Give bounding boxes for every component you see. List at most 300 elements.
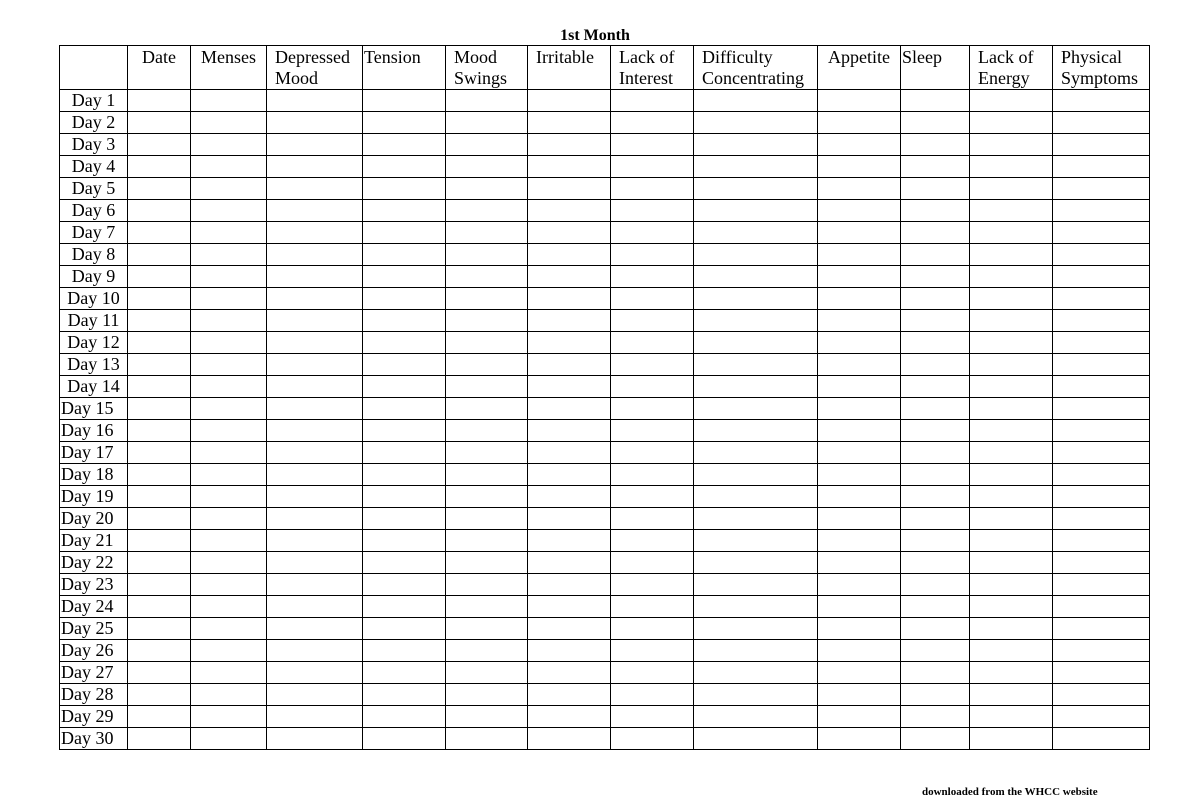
entry-cell[interactable]: [528, 508, 611, 530]
entry-cell[interactable]: [1053, 574, 1150, 596]
entry-cell[interactable]: [528, 112, 611, 134]
entry-cell[interactable]: [818, 112, 901, 134]
entry-cell[interactable]: [363, 222, 446, 244]
entry-cell[interactable]: [267, 244, 363, 266]
entry-cell[interactable]: [818, 354, 901, 376]
entry-cell[interactable]: [528, 552, 611, 574]
entry-cell[interactable]: [970, 420, 1053, 442]
entry-cell[interactable]: [128, 376, 191, 398]
entry-cell[interactable]: [694, 530, 818, 552]
entry-cell[interactable]: [363, 134, 446, 156]
entry-cell[interactable]: [901, 156, 970, 178]
entry-cell[interactable]: [901, 662, 970, 684]
entry-cell[interactable]: [694, 442, 818, 464]
entry-cell[interactable]: [191, 266, 267, 288]
entry-cell[interactable]: [267, 442, 363, 464]
entry-cell[interactable]: [611, 354, 694, 376]
entry-cell[interactable]: [528, 332, 611, 354]
entry-cell[interactable]: [128, 442, 191, 464]
entry-cell[interactable]: [267, 420, 363, 442]
entry-cell[interactable]: [694, 552, 818, 574]
entry-cell[interactable]: [446, 464, 528, 486]
entry-cell[interactable]: [818, 288, 901, 310]
entry-cell[interactable]: [901, 486, 970, 508]
entry-cell[interactable]: [128, 420, 191, 442]
entry-cell[interactable]: [1053, 442, 1150, 464]
entry-cell[interactable]: [128, 178, 191, 200]
entry-cell[interactable]: [818, 508, 901, 530]
entry-cell[interactable]: [901, 442, 970, 464]
entry-cell[interactable]: [528, 618, 611, 640]
entry-cell[interactable]: [267, 266, 363, 288]
entry-cell[interactable]: [818, 244, 901, 266]
entry-cell[interactable]: [191, 178, 267, 200]
entry-cell[interactable]: [446, 596, 528, 618]
entry-cell[interactable]: [446, 244, 528, 266]
entry-cell[interactable]: [611, 530, 694, 552]
entry-cell[interactable]: [694, 266, 818, 288]
entry-cell[interactable]: [191, 464, 267, 486]
entry-cell[interactable]: [128, 464, 191, 486]
entry-cell[interactable]: [694, 354, 818, 376]
entry-cell[interactable]: [1053, 552, 1150, 574]
entry-cell[interactable]: [694, 618, 818, 640]
entry-cell[interactable]: [818, 90, 901, 112]
entry-cell[interactable]: [970, 706, 1053, 728]
entry-cell[interactable]: [901, 464, 970, 486]
entry-cell[interactable]: [818, 332, 901, 354]
entry-cell[interactable]: [446, 530, 528, 552]
entry-cell[interactable]: [446, 442, 528, 464]
entry-cell[interactable]: [694, 486, 818, 508]
entry-cell[interactable]: [267, 134, 363, 156]
entry-cell[interactable]: [191, 442, 267, 464]
entry-cell[interactable]: [128, 618, 191, 640]
entry-cell[interactable]: [694, 684, 818, 706]
entry-cell[interactable]: [818, 596, 901, 618]
entry-cell[interactable]: [901, 266, 970, 288]
entry-cell[interactable]: [1053, 90, 1150, 112]
entry-cell[interactable]: [191, 112, 267, 134]
entry-cell[interactable]: [970, 486, 1053, 508]
entry-cell[interactable]: [970, 464, 1053, 486]
entry-cell[interactable]: [901, 134, 970, 156]
entry-cell[interactable]: [267, 640, 363, 662]
entry-cell[interactable]: [446, 112, 528, 134]
entry-cell[interactable]: [446, 310, 528, 332]
entry-cell[interactable]: [694, 662, 818, 684]
entry-cell[interactable]: [611, 640, 694, 662]
entry-cell[interactable]: [128, 134, 191, 156]
entry-cell[interactable]: [1053, 112, 1150, 134]
entry-cell[interactable]: [611, 310, 694, 332]
entry-cell[interactable]: [363, 310, 446, 332]
entry-cell[interactable]: [128, 156, 191, 178]
entry-cell[interactable]: [694, 332, 818, 354]
entry-cell[interactable]: [818, 486, 901, 508]
entry-cell[interactable]: [267, 530, 363, 552]
entry-cell[interactable]: [528, 640, 611, 662]
entry-cell[interactable]: [267, 332, 363, 354]
entry-cell[interactable]: [611, 332, 694, 354]
entry-cell[interactable]: [1053, 464, 1150, 486]
entry-cell[interactable]: [818, 662, 901, 684]
entry-cell[interactable]: [363, 156, 446, 178]
entry-cell[interactable]: [528, 354, 611, 376]
entry-cell[interactable]: [818, 728, 901, 750]
entry-cell[interactable]: [446, 706, 528, 728]
entry-cell[interactable]: [528, 464, 611, 486]
entry-cell[interactable]: [528, 200, 611, 222]
entry-cell[interactable]: [611, 574, 694, 596]
entry-cell[interactable]: [128, 354, 191, 376]
entry-cell[interactable]: [1053, 266, 1150, 288]
entry-cell[interactable]: [363, 376, 446, 398]
entry-cell[interactable]: [694, 596, 818, 618]
entry-cell[interactable]: [818, 684, 901, 706]
entry-cell[interactable]: [363, 90, 446, 112]
entry-cell[interactable]: [128, 244, 191, 266]
entry-cell[interactable]: [611, 464, 694, 486]
entry-cell[interactable]: [818, 266, 901, 288]
entry-cell[interactable]: [128, 596, 191, 618]
entry-cell[interactable]: [528, 156, 611, 178]
entry-cell[interactable]: [191, 728, 267, 750]
entry-cell[interactable]: [528, 178, 611, 200]
entry-cell[interactable]: [128, 90, 191, 112]
entry-cell[interactable]: [363, 288, 446, 310]
entry-cell[interactable]: [363, 178, 446, 200]
entry-cell[interactable]: [1053, 684, 1150, 706]
entry-cell[interactable]: [363, 728, 446, 750]
entry-cell[interactable]: [970, 156, 1053, 178]
entry-cell[interactable]: [267, 288, 363, 310]
entry-cell[interactable]: [528, 442, 611, 464]
entry-cell[interactable]: [363, 508, 446, 530]
entry-cell[interactable]: [970, 508, 1053, 530]
entry-cell[interactable]: [694, 200, 818, 222]
entry-cell[interactable]: [970, 640, 1053, 662]
entry-cell[interactable]: [611, 398, 694, 420]
entry-cell[interactable]: [970, 728, 1053, 750]
entry-cell[interactable]: [528, 288, 611, 310]
entry-cell[interactable]: [363, 574, 446, 596]
entry-cell[interactable]: [446, 640, 528, 662]
entry-cell[interactable]: [970, 552, 1053, 574]
entry-cell[interactable]: [191, 618, 267, 640]
entry-cell[interactable]: [818, 442, 901, 464]
entry-cell[interactable]: [267, 178, 363, 200]
entry-cell[interactable]: [267, 222, 363, 244]
entry-cell[interactable]: [611, 684, 694, 706]
entry-cell[interactable]: [694, 310, 818, 332]
entry-cell[interactable]: [446, 618, 528, 640]
entry-cell[interactable]: [611, 442, 694, 464]
entry-cell[interactable]: [528, 574, 611, 596]
entry-cell[interactable]: [901, 112, 970, 134]
entry-cell[interactable]: [611, 266, 694, 288]
entry-cell[interactable]: [694, 288, 818, 310]
entry-cell[interactable]: [128, 310, 191, 332]
entry-cell[interactable]: [694, 222, 818, 244]
entry-cell[interactable]: [528, 222, 611, 244]
entry-cell[interactable]: [191, 222, 267, 244]
entry-cell[interactable]: [191, 530, 267, 552]
entry-cell[interactable]: [267, 728, 363, 750]
entry-cell[interactable]: [528, 728, 611, 750]
entry-cell[interactable]: [363, 552, 446, 574]
entry-cell[interactable]: [128, 706, 191, 728]
entry-cell[interactable]: [267, 662, 363, 684]
entry-cell[interactable]: [611, 134, 694, 156]
entry-cell[interactable]: [528, 684, 611, 706]
entry-cell[interactable]: [970, 354, 1053, 376]
entry-cell[interactable]: [191, 200, 267, 222]
entry-cell[interactable]: [818, 574, 901, 596]
entry-cell[interactable]: [970, 310, 1053, 332]
entry-cell[interactable]: [694, 134, 818, 156]
entry-cell[interactable]: [611, 596, 694, 618]
entry-cell[interactable]: [901, 574, 970, 596]
entry-cell[interactable]: [1053, 200, 1150, 222]
entry-cell[interactable]: [611, 200, 694, 222]
entry-cell[interactable]: [901, 728, 970, 750]
entry-cell[interactable]: [446, 288, 528, 310]
entry-cell[interactable]: [446, 266, 528, 288]
entry-cell[interactable]: [363, 530, 446, 552]
entry-cell[interactable]: [694, 376, 818, 398]
entry-cell[interactable]: [528, 310, 611, 332]
entry-cell[interactable]: [970, 376, 1053, 398]
entry-cell[interactable]: [1053, 640, 1150, 662]
entry-cell[interactable]: [128, 552, 191, 574]
entry-cell[interactable]: [363, 354, 446, 376]
entry-cell[interactable]: [191, 552, 267, 574]
entry-cell[interactable]: [446, 728, 528, 750]
entry-cell[interactable]: [1053, 178, 1150, 200]
entry-cell[interactable]: [611, 486, 694, 508]
entry-cell[interactable]: [611, 90, 694, 112]
entry-cell[interactable]: [191, 376, 267, 398]
entry-cell[interactable]: [1053, 508, 1150, 530]
entry-cell[interactable]: [694, 244, 818, 266]
entry-cell[interactable]: [901, 288, 970, 310]
entry-cell[interactable]: [446, 574, 528, 596]
entry-cell[interactable]: [191, 420, 267, 442]
entry-cell[interactable]: [128, 640, 191, 662]
entry-cell[interactable]: [1053, 662, 1150, 684]
entry-cell[interactable]: [970, 530, 1053, 552]
entry-cell[interactable]: [970, 662, 1053, 684]
entry-cell[interactable]: [818, 178, 901, 200]
entry-cell[interactable]: [1053, 134, 1150, 156]
entry-cell[interactable]: [267, 596, 363, 618]
entry-cell[interactable]: [528, 530, 611, 552]
entry-cell[interactable]: [611, 508, 694, 530]
entry-cell[interactable]: [446, 134, 528, 156]
entry-cell[interactable]: [694, 508, 818, 530]
entry-cell[interactable]: [901, 530, 970, 552]
entry-cell[interactable]: [446, 178, 528, 200]
entry-cell[interactable]: [694, 90, 818, 112]
entry-cell[interactable]: [528, 266, 611, 288]
entry-cell[interactable]: [694, 178, 818, 200]
entry-cell[interactable]: [901, 354, 970, 376]
entry-cell[interactable]: [128, 684, 191, 706]
entry-cell[interactable]: [901, 310, 970, 332]
entry-cell[interactable]: [901, 376, 970, 398]
entry-cell[interactable]: [901, 706, 970, 728]
entry-cell[interactable]: [267, 354, 363, 376]
entry-cell[interactable]: [694, 640, 818, 662]
entry-cell[interactable]: [901, 596, 970, 618]
entry-cell[interactable]: [818, 134, 901, 156]
entry-cell[interactable]: [363, 640, 446, 662]
entry-cell[interactable]: [128, 200, 191, 222]
entry-cell[interactable]: [267, 156, 363, 178]
entry-cell[interactable]: [694, 420, 818, 442]
entry-cell[interactable]: [528, 398, 611, 420]
entry-cell[interactable]: [818, 376, 901, 398]
entry-cell[interactable]: [1053, 530, 1150, 552]
entry-cell[interactable]: [363, 662, 446, 684]
entry-cell[interactable]: [446, 662, 528, 684]
entry-cell[interactable]: [611, 288, 694, 310]
entry-cell[interactable]: [1053, 618, 1150, 640]
entry-cell[interactable]: [267, 112, 363, 134]
entry-cell[interactable]: [128, 662, 191, 684]
entry-cell[interactable]: [970, 288, 1053, 310]
entry-cell[interactable]: [611, 178, 694, 200]
entry-cell[interactable]: [363, 464, 446, 486]
entry-cell[interactable]: [446, 684, 528, 706]
entry-cell[interactable]: [1053, 596, 1150, 618]
entry-cell[interactable]: [1053, 332, 1150, 354]
entry-cell[interactable]: [191, 486, 267, 508]
entry-cell[interactable]: [267, 618, 363, 640]
entry-cell[interactable]: [267, 90, 363, 112]
entry-cell[interactable]: [1053, 398, 1150, 420]
entry-cell[interactable]: [191, 354, 267, 376]
entry-cell[interactable]: [611, 244, 694, 266]
entry-cell[interactable]: [191, 288, 267, 310]
entry-cell[interactable]: [970, 618, 1053, 640]
entry-cell[interactable]: [267, 486, 363, 508]
entry-cell[interactable]: [970, 90, 1053, 112]
entry-cell[interactable]: [694, 398, 818, 420]
entry-cell[interactable]: [901, 640, 970, 662]
entry-cell[interactable]: [191, 706, 267, 728]
entry-cell[interactable]: [446, 508, 528, 530]
entry-cell[interactable]: [818, 618, 901, 640]
entry-cell[interactable]: [901, 332, 970, 354]
entry-cell[interactable]: [970, 266, 1053, 288]
entry-cell[interactable]: [446, 156, 528, 178]
entry-cell[interactable]: [267, 398, 363, 420]
entry-cell[interactable]: [611, 112, 694, 134]
entry-cell[interactable]: [128, 332, 191, 354]
entry-cell[interactable]: [267, 508, 363, 530]
entry-cell[interactable]: [970, 684, 1053, 706]
entry-cell[interactable]: [1053, 310, 1150, 332]
entry-cell[interactable]: [528, 596, 611, 618]
entry-cell[interactable]: [446, 222, 528, 244]
entry-cell[interactable]: [267, 706, 363, 728]
entry-cell[interactable]: [528, 244, 611, 266]
entry-cell[interactable]: [267, 464, 363, 486]
entry-cell[interactable]: [128, 574, 191, 596]
entry-cell[interactable]: [1053, 222, 1150, 244]
entry-cell[interactable]: [128, 530, 191, 552]
entry-cell[interactable]: [528, 90, 611, 112]
entry-cell[interactable]: [818, 398, 901, 420]
entry-cell[interactable]: [970, 112, 1053, 134]
entry-cell[interactable]: [611, 376, 694, 398]
entry-cell[interactable]: [191, 332, 267, 354]
entry-cell[interactable]: [528, 706, 611, 728]
entry-cell[interactable]: [694, 706, 818, 728]
entry-cell[interactable]: [1053, 706, 1150, 728]
entry-cell[interactable]: [818, 200, 901, 222]
entry-cell[interactable]: [611, 728, 694, 750]
entry-cell[interactable]: [363, 420, 446, 442]
entry-cell[interactable]: [363, 266, 446, 288]
entry-cell[interactable]: [446, 420, 528, 442]
entry-cell[interactable]: [363, 684, 446, 706]
entry-cell[interactable]: [446, 552, 528, 574]
entry-cell[interactable]: [1053, 288, 1150, 310]
entry-cell[interactable]: [191, 398, 267, 420]
entry-cell[interactable]: [694, 464, 818, 486]
entry-cell[interactable]: [818, 640, 901, 662]
entry-cell[interactable]: [363, 706, 446, 728]
entry-cell[interactable]: [446, 398, 528, 420]
entry-cell[interactable]: [128, 728, 191, 750]
entry-cell[interactable]: [191, 90, 267, 112]
entry-cell[interactable]: [191, 244, 267, 266]
entry-cell[interactable]: [267, 574, 363, 596]
entry-cell[interactable]: [611, 662, 694, 684]
entry-cell[interactable]: [818, 530, 901, 552]
entry-cell[interactable]: [901, 552, 970, 574]
entry-cell[interactable]: [694, 728, 818, 750]
entry-cell[interactable]: [970, 178, 1053, 200]
entry-cell[interactable]: [363, 398, 446, 420]
entry-cell[interactable]: [446, 354, 528, 376]
entry-cell[interactable]: [901, 684, 970, 706]
entry-cell[interactable]: [363, 244, 446, 266]
entry-cell[interactable]: [611, 706, 694, 728]
entry-cell[interactable]: [901, 200, 970, 222]
entry-cell[interactable]: [901, 244, 970, 266]
entry-cell[interactable]: [191, 310, 267, 332]
entry-cell[interactable]: [611, 420, 694, 442]
entry-cell[interactable]: [191, 156, 267, 178]
entry-cell[interactable]: [1053, 156, 1150, 178]
entry-cell[interactable]: [267, 684, 363, 706]
entry-cell[interactable]: [128, 508, 191, 530]
entry-cell[interactable]: [901, 420, 970, 442]
entry-cell[interactable]: [694, 156, 818, 178]
entry-cell[interactable]: [901, 222, 970, 244]
entry-cell[interactable]: [128, 266, 191, 288]
entry-cell[interactable]: [363, 486, 446, 508]
entry-cell[interactable]: [267, 310, 363, 332]
entry-cell[interactable]: [1053, 244, 1150, 266]
entry-cell[interactable]: [901, 618, 970, 640]
entry-cell[interactable]: [694, 574, 818, 596]
entry-cell[interactable]: [818, 310, 901, 332]
